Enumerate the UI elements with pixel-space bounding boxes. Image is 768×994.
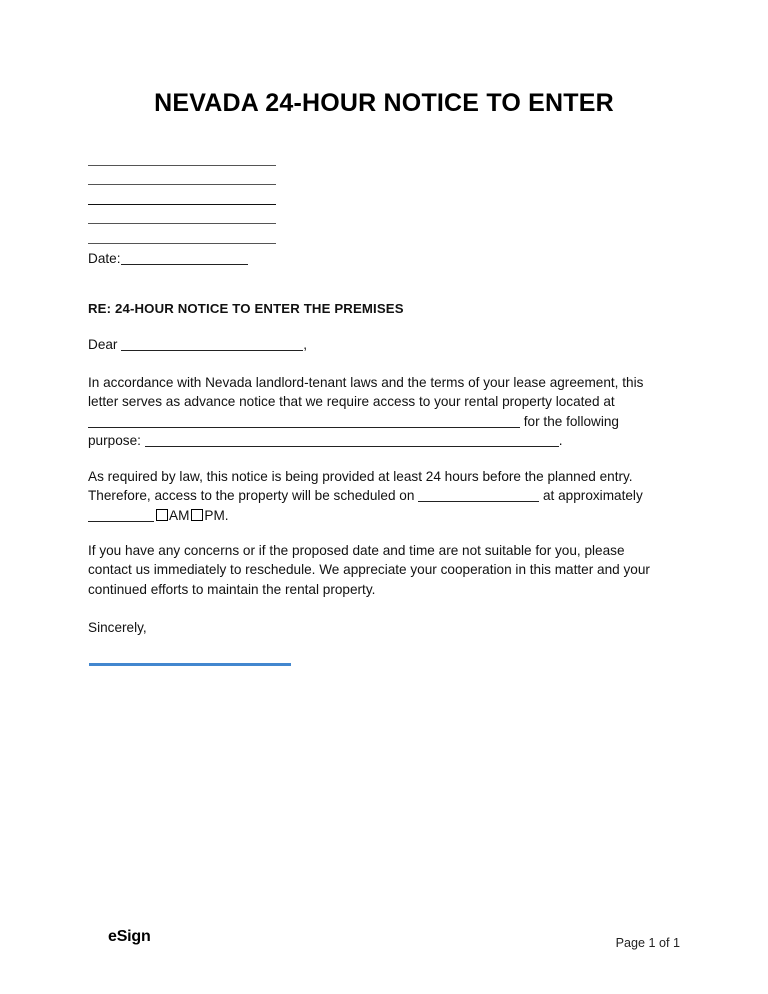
tenant-name-field[interactable] [121,337,303,351]
paragraph-2-text-b: at approximately [543,488,643,504]
paragraph-2-text-c: . [224,507,229,523]
property-address-field[interactable] [88,414,520,428]
entry-time-field[interactable] [88,508,154,522]
page-indicator: Page 1 of 1 [615,936,680,950]
address-blank-line-4[interactable] [88,205,276,225]
salutation-label: Dear [88,337,118,352]
esign-logo: eSign [108,928,151,945]
paragraph-1-text-a: In accordance with Nevada landlord-tenant laws and the terms of your lease agreement, this letter serves as advance notice that we require access to your rental property located at [88,375,644,410]
address-blank-lines [88,146,276,244]
subject-heading: RE: 24-HOUR NOTICE TO ENTER THE PREMISES [88,301,404,316]
address-blank-line-1[interactable] [88,146,276,166]
paragraph-1-text-b: for the following purpose: [88,413,619,448]
entry-purpose-field[interactable] [145,433,559,447]
salutation-comma: , [303,337,308,352]
am-checkbox[interactable] [156,509,168,521]
date-row [88,249,662,268]
date-label: Date: [88,251,121,266]
page-title: NEVADA 24-HOUR NOTICE TO ENTER [154,89,614,117]
paragraph-notice-period [88,467,662,525]
address-blank-line-2[interactable] [88,166,276,186]
address-blank-line-3[interactable] [88,185,276,205]
pm-label: PM [204,507,225,523]
entry-date-field[interactable] [418,488,539,502]
address-blank-line-5[interactable] [88,224,276,244]
paragraph-concerns: If you have any concerns or if the proposed date and time are not suitable for you, please contact us immediately to reschedule. We appreciate your cooperation in this matter and your continued efforts to maintain the rental property. [88,543,650,597]
salutation-row [88,335,662,354]
paragraph-1-text-c: . [558,432,563,448]
date-input-field[interactable] [121,251,248,265]
am-label: AM [169,507,190,523]
paragraph-accordance [88,373,662,450]
closing-text: Sincerely, [88,620,147,635]
signature-line[interactable] [89,663,291,666]
pm-checkbox[interactable] [191,509,203,521]
paragraph-2-text-a: As required by law, this notice is being provided at least 24 hours before the planned entry. Therefore, access to the property will be scheduled on [88,469,633,504]
